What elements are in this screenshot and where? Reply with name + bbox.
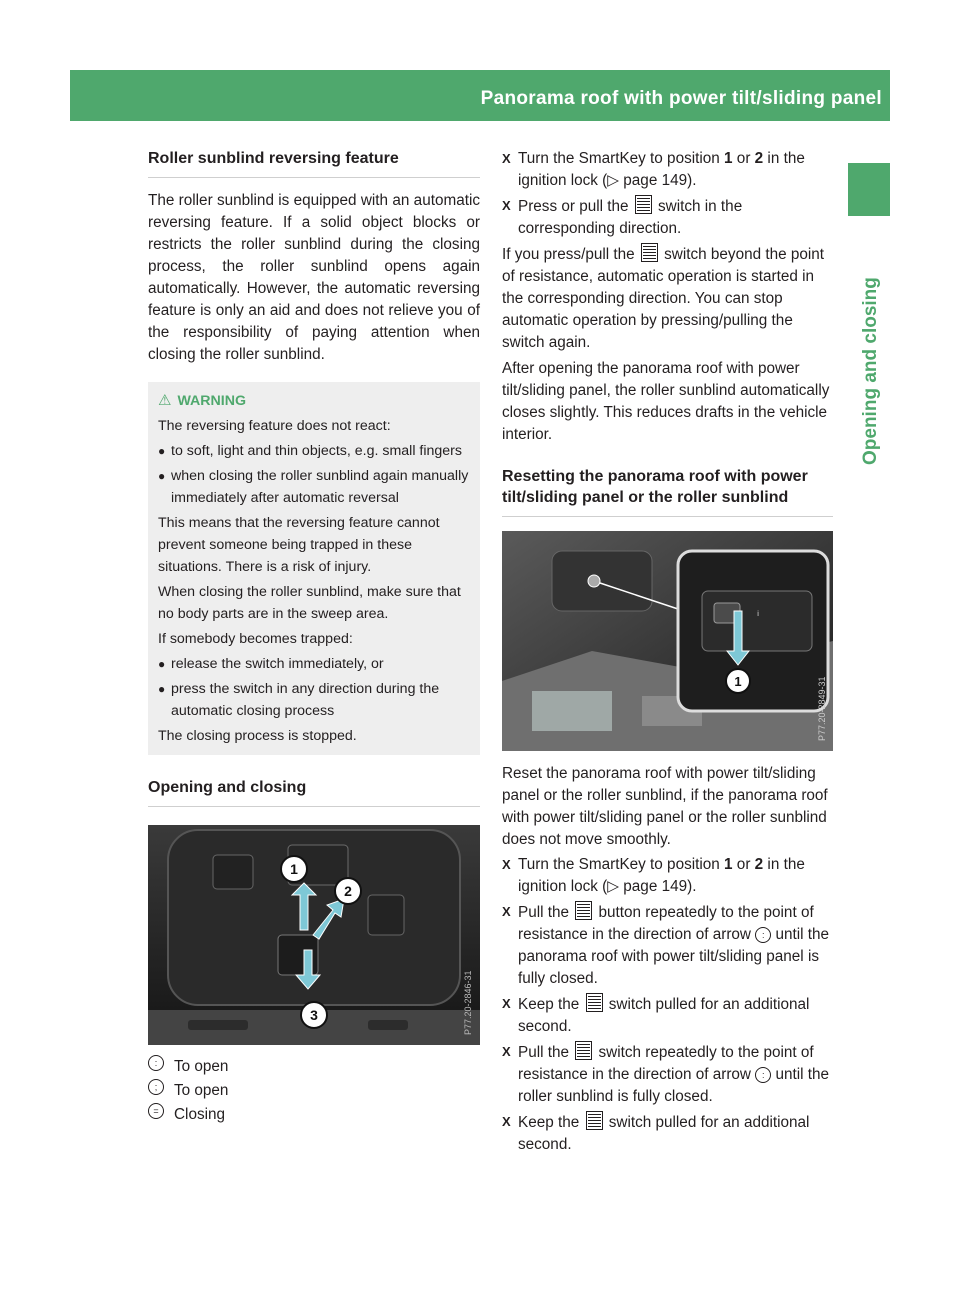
callout-1: 1 [734,674,742,689]
legend-marker: = [148,1103,164,1119]
step-arrow-icon: X [502,151,511,166]
step-text: switch pulled for an additional second. [518,996,810,1035]
paragraph-text: If you press/pull the [502,246,639,263]
warning-bullet [158,465,470,509]
bullet-icon: ● [158,444,166,458]
figure-code: P77.20-2849-31 [817,676,827,741]
chapter-tab [848,163,890,216]
switch-closeup-figure [502,531,833,751]
warning-heading [158,390,470,412]
switch-icon [586,993,603,1012]
svg-text:ᵢ: ᵢ [757,605,760,619]
instruction-step [502,1111,833,1156]
section-heading-reversing: Roller sunblind reversing feature [148,148,480,178]
section-heading-opening: Opening and closing [148,777,480,807]
warning-paragraph: When closing the roller sunblind, make sure that no body parts are in the sweep area. [158,584,461,622]
step-arrow-icon: X [502,1044,511,1059]
warning-triangle-icon: ⚠ [158,392,172,409]
page-ref-arrow-icon: ▷ [607,172,620,189]
step-text: button repeatedly to the point of resistance in the direction of arrow [518,904,814,943]
step-text: switch in the corresponding direction. [518,198,743,237]
step-text: or [732,856,755,873]
warning-paragraph: The closing process is stopped. [158,728,357,744]
step-text: 1 [724,856,733,873]
right-column [502,148,833,1156]
legend-marker: ; [148,1079,164,1095]
overhead-control-figure [148,825,480,1045]
warning-bullet-text: to soft, light and thin objects, e.g. small fingers [171,443,462,459]
section-heading-resetting: Resetting the panorama roof with power tilt/sliding panel or the roller sunblind [502,466,833,517]
page-header-title: Panorama roof with power tilt/sliding panel [480,88,882,109]
page-number-text: 97 [906,88,928,109]
step-arrow-icon: X [502,996,511,1011]
chapter-label [850,225,888,465]
step-text: until the panorama roof with power tilt/sliding panel is fully closed. [518,926,830,987]
reversing-body: The roller sunblind is equipped with an automatic reversing feature. If a solid object blocks or restricts the roller sunblind during the closing process, the roller sunblind opens again automatically. However, the automatic reversing feature is only an aid and does not relieve you of the responsibility of paying attention when closing the roller sunblind. [148,192,480,363]
warning-bullet-text: release the switch immediately, or [171,656,384,672]
callout-1: 1 [290,861,298,877]
warning-bullet [158,440,470,462]
legend-item [148,1103,480,1127]
instruction-step [502,901,833,990]
step-arrow-icon: X [502,857,511,872]
step-text: in the ignition lock ( [518,856,805,895]
warning-paragraph: This means that the reversing feature cannot prevent someone being trapped in these situations. There is a risk of injury. [158,515,440,575]
legend-label: To open [174,1058,229,1075]
instruction-step [502,195,833,240]
header-divider [898,83,900,113]
switch-icon [635,195,652,214]
instruction-step [502,854,833,898]
step-text: 2 [754,856,764,873]
instruction-step [502,1041,833,1108]
switch-closeup-illustration [502,531,833,751]
warning-bullet [158,653,470,675]
step-text: Turn the SmartKey to position [518,150,725,167]
paragraph-text: switch beyond the point of resistance, automatic operation is started in the corresponding direction. You can stop automatic operation by pressing/pulling the switch again. [502,246,825,351]
arrow-callout-marker: : [755,927,771,943]
warning-bullet-text: press the switch in any direction during the automatic closing process [171,681,440,719]
legend-item [148,1055,480,1079]
button-icon [575,901,592,920]
warning-bullet [158,678,470,722]
bullet-icon: ● [158,682,166,696]
step-text: Pull the [518,904,574,921]
arrow-callout-marker: : [755,1067,771,1083]
callout-3: 3 [310,1007,318,1023]
warning-box [148,382,480,755]
step-text: 2 [754,150,764,167]
figure-legend [148,1055,480,1127]
warning-title: WARNING [177,393,247,409]
overhead-control-illustration [148,825,480,1045]
switch-icon [586,1111,603,1130]
automatic-operation-paragraph [502,243,833,354]
sunblind-closes-paragraph: After opening the panorama roof with power tilt/sliding panel, the roller sunblind automatically closes slightly. This reduces drafts in the vehicle interior. [502,360,830,443]
step-text: Keep the [518,1114,584,1131]
step-arrow-icon: X [502,904,511,919]
step-text: until the roller sunblind is fully closed. [518,1066,830,1105]
step-text: in the ignition lock ( [518,150,805,189]
step-text: Pull the [518,1044,574,1061]
legend-label: Closing [174,1106,226,1123]
warning-paragraph: If somebody becomes trapped: [158,631,353,647]
page-reference-link[interactable]: page 149). [619,172,697,189]
left-column [148,148,480,1127]
warning-bullet-text: when closing the roller sunblind again manually immediately after automatic reversal [171,468,469,506]
legend-label: To open [174,1082,229,1099]
bullet-icon: ● [158,469,166,483]
instruction-step [502,148,833,192]
warning-intro: The reversing feature does not react: [158,418,391,434]
page-ref-arrow-icon: ▷ [607,878,620,895]
chapter-label-text: Opening and closing [860,277,881,465]
figure-code: P77.20-2846-31 [463,970,473,1035]
switch-icon [575,1041,592,1060]
step-text: switch repeatedly to the point of resistance in the direction of arrow [518,1044,814,1083]
step-text: Keep the [518,996,584,1013]
step-text: Press or pull the [518,198,633,215]
bullet-icon: ● [158,657,166,671]
legend-item [148,1079,480,1103]
page-reference-link[interactable]: page 149). [619,878,697,895]
step-text: Turn the SmartKey to position [518,856,725,873]
step-arrow-icon: X [502,198,511,213]
step-text: 1 [724,150,733,167]
instruction-step [502,993,833,1038]
reset-intro-paragraph: Reset the panorama roof with power tilt/sliding panel or the roller sunblind, if the panorama roof with power tilt/sliding panel or the roller sunblind does not move smoothly. [502,765,828,848]
step-arrow-icon: X [502,1114,511,1129]
callout-2: 2 [344,883,352,899]
step-text: switch pulled for an additional second. [518,1114,810,1153]
step-text: or [732,150,755,167]
switch-icon [641,243,658,262]
legend-marker: : [148,1055,164,1071]
